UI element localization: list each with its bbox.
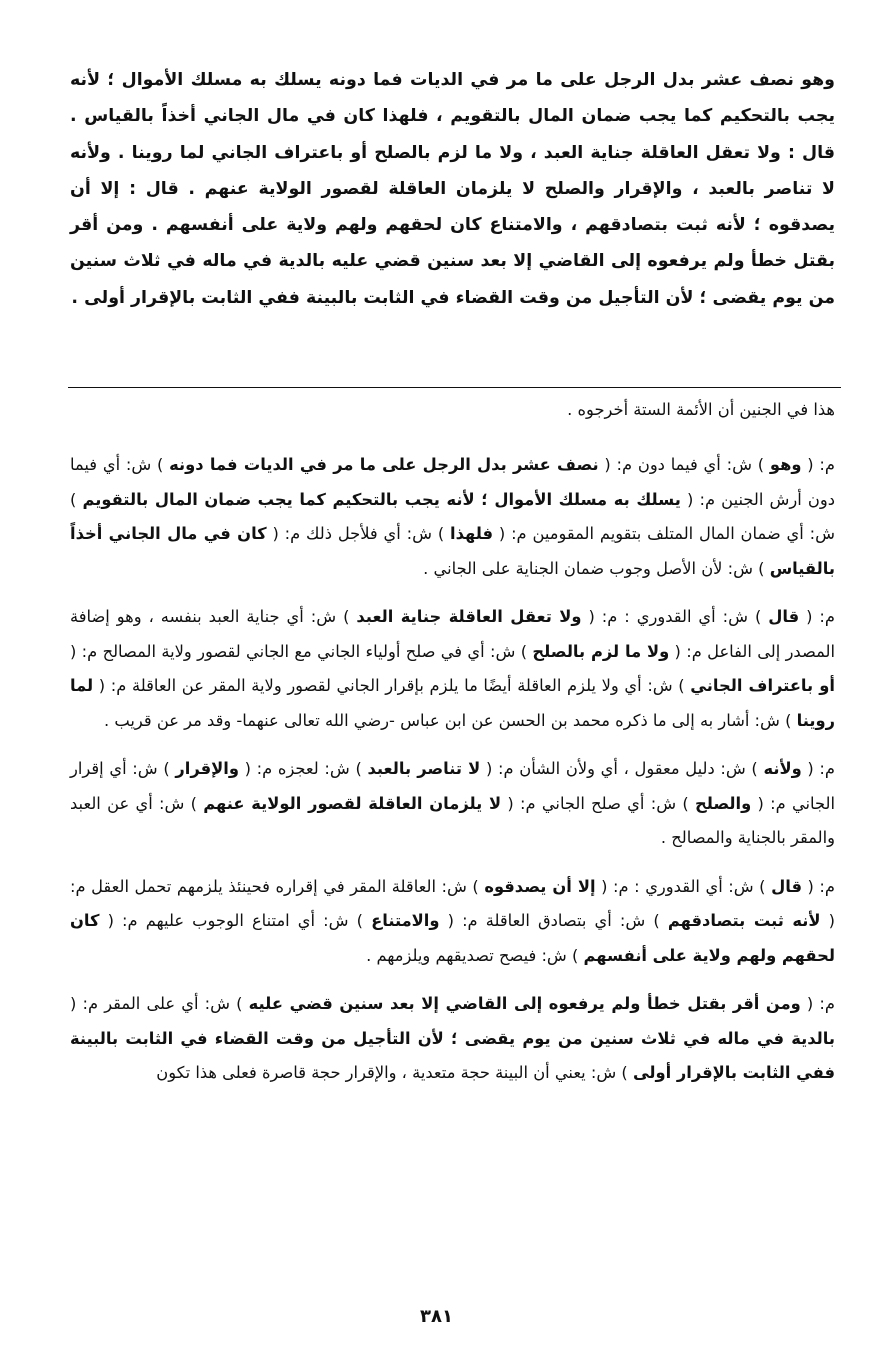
sharh-text: م: (	[801, 876, 835, 896]
sharh-text: ) ش: أشار به إلى ما ذكره محمد بن الحسن عن ابن عباس -رضي الله تعالى عنهما- وقد مر عن قريب .	[104, 710, 797, 730]
main-text-block: وهو نصف عشر بدل الرجل على ما مر في الديات فما دونه يسلك به مسلك الأموال ؛ لأنه يجب بالتحكيم كما يجب ضمان المال بالتقويم ، فلهذا كان في مال الجاني أخذاً بالقياس . قال : ولا تعقل العاقلة جناية العبد ، ولا ما لزم بالصلح أو باعتراف الجاني لما روينا . ولأنه لا تناصر بالعبد ، والإقرار والصلح لا يلزمان العاقلة لقصور الولاية عنهم . قال : إلا أن يصدقوه ؛ لأنه ثبت بتصادقهم ، والامتناع كان لحقهم ولهم ولاية على أنفسهم . ومن أقر بقتل خطأ ولم يرفعوه إلى القاضي إلا بعد سنين قضي عليه بالدية في ماله في ثلاث سنين من يوم يقضى ؛ لأن التأجيل من وقت القضاء في الثابت بالبينة ففي الثابت بالإقرار أولى .	[70, 70, 835, 308]
sharh-text: ) ش: لعجزه م: (	[238, 759, 368, 778]
sharh-text: ) ش: أي بتصادق العاقلة م: (	[439, 911, 668, 930]
sharh-text: ) ش: أي في صلح أولياء الجاني مع الجاني لقصور ولاية المصالح م: (	[70, 641, 533, 661]
sharh-text: م: (	[799, 607, 835, 626]
sharh-text: م: (	[801, 759, 835, 778]
matn-quote: ومن أقر بقتل خطأ ولم يرفعوه إلى القاضي إلا بعد سنين قضي عليه	[248, 994, 801, 1013]
matn-quote: لأنه ثبت بتصادقهم	[667, 911, 821, 930]
matn-quote: لا يلزمان العاقلة لقصور الولاية عنهم	[203, 793, 502, 813]
matn-quote: بالدية في ماله في ثلاث سنين من يوم يقضى ؛ لأن التأجيل من وقت القضاء في الثابت بالبينة ففي الثابت بالإقرار أولى	[70, 1028, 835, 1082]
matn-quote: يسلك به مسلك الأموال ؛ لأنه يجب بالتحكيم كما يجب ضمان المال بالتقويم	[82, 489, 681, 509]
sharh-text: ) ش: أي جناية العبد بنفسه ، وهو إضافة المصدر إلى الفاعل م: (	[70, 607, 835, 661]
sharh-text: ) ش: أي صلح الجاني م: (	[501, 793, 695, 813]
matn-quote: قال	[771, 876, 802, 896]
sharh-text: ) ش: أي ضمان المال المتلف بتقويم المقومين م: (	[70, 489, 835, 543]
sharh-text: ) ش: أي ولا يلزم العاقلة أيضًا ما يلزم بإقرار الجاني لقصور ولاية المقر عن العاقلة م: (	[93, 676, 691, 695]
matn-quote: لا تناصر بالعبد	[367, 759, 481, 778]
commentary-paragraph	[70, 448, 835, 586]
matn-quote: والامتناع	[371, 911, 440, 930]
sharh-text: ) ش: يعني أن البينة حجة متعدية ، والإقرار حجة قاصرة فعلى هذا تكون	[156, 1063, 633, 1082]
sharh-text: م: (	[800, 994, 835, 1013]
commentary-paragraph	[70, 752, 835, 856]
matn-quote: ولا تعقل العاقلة جناية العبد	[356, 607, 582, 626]
sharh-text: ) ش: أي فلأجل ذلك م: (	[266, 524, 451, 543]
sharh-text: ) ش: أي امتناع الوجوب عليهم م: (	[99, 911, 372, 930]
sharh-text: ) ش: أي على المقر م: (	[70, 994, 249, 1013]
matn-quote: كان لحقهم ولهم ولاية على أنفسهم	[70, 911, 835, 965]
matn-quote: والإقرار	[175, 759, 239, 778]
matn-quote: كان في مال الجاني أخذاً بالقياس	[70, 524, 835, 578]
commentary-section	[70, 448, 835, 1105]
sharh-text: ) ش: أي عن العبد والمقر بالجناية والمصالح .	[70, 793, 835, 847]
matn-quote: إلا أن يصدقوه	[484, 876, 596, 896]
matn-quote: ولأنه	[763, 759, 802, 778]
page-number: ٣٨١	[420, 1306, 453, 1327]
sharh-text: ) ش: أي القدوري : م: (	[595, 876, 772, 896]
matn-quote: نصف عشر بدل الرجل على ما مر في الديات فما دونه	[169, 455, 599, 474]
separator-line	[68, 387, 841, 388]
sharh-text: م: (	[801, 455, 835, 474]
footnote: هذا في الجنين أن الأئمة الستة أخرجوه .	[567, 400, 835, 419]
sharh-text: ) ش: أي إقرار الجاني م: (	[70, 759, 836, 813]
sharh-text: ) ش: دليل معقول ، أي ولأن الشأن م: (	[480, 759, 764, 778]
sharh-text: ) ش: أي فيما دون أرش الجنين م: (	[70, 455, 835, 509]
commentary-paragraph	[70, 600, 835, 738]
sharh-text: ) ش: فيصح تصديقهم ويلزمهم .	[366, 945, 584, 965]
matn-quote: قال	[768, 607, 800, 626]
commentary-paragraph	[70, 987, 835, 1091]
sharh-text: ) ش: أي فيما دون م: (	[598, 455, 770, 474]
sharh-text: ) ش: أي القدوري : م: (	[581, 607, 769, 626]
matn-quote: ولا ما لزم بالصلح	[532, 641, 670, 661]
matn-quote: فلهذا	[450, 524, 494, 543]
sharh-text: ) ش: العاقلة المقر في إقراره فحينئذ يلزمهم تحمل العقل م: (	[70, 876, 835, 930]
sharh-text: ) ش: لأن الأصل وجوب ضمان الجناية على الجاني .	[423, 558, 770, 578]
matn-quote: أو باعتراف الجاني	[690, 676, 835, 695]
matn-quote: والصلح	[694, 793, 752, 813]
commentary-paragraph	[70, 870, 835, 974]
matn-quote: وهو	[769, 455, 802, 474]
matn-quote: لما روينا	[70, 676, 835, 730]
